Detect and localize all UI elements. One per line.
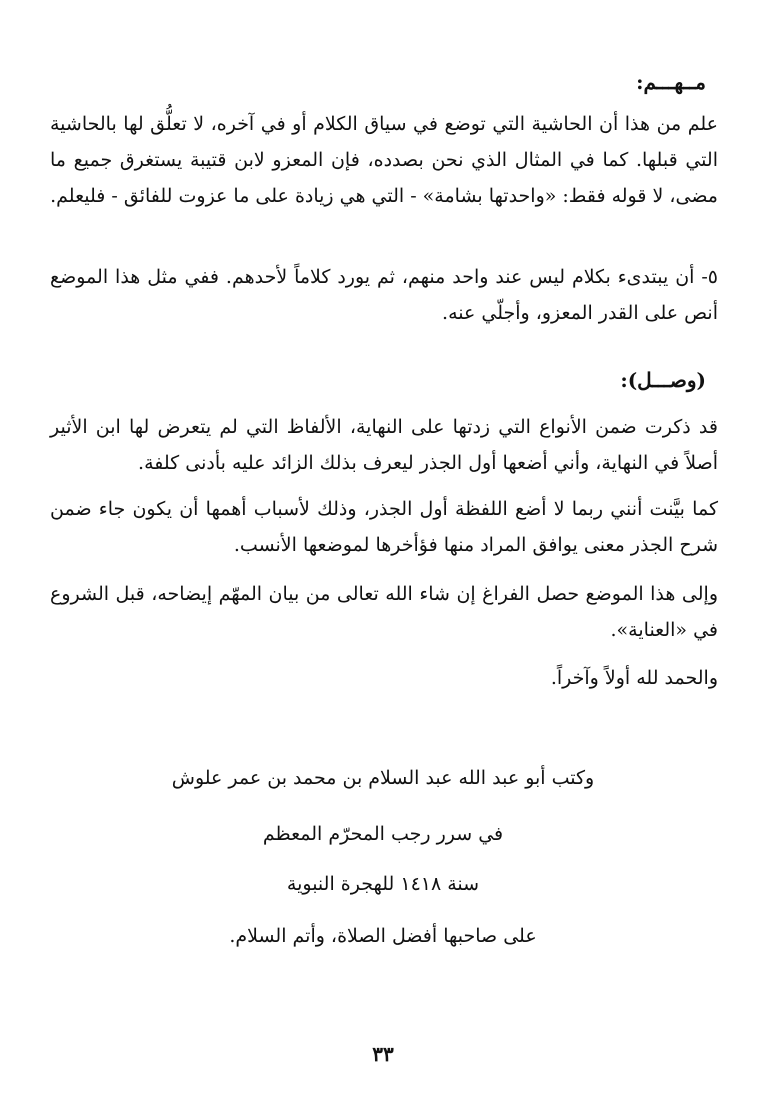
item-5-paragraph: ٥- أن يبتدىء بكلام ليس عند واحد منهم، ثم يورد كلاماً لأحدهم. ففي مثل هذا الموضع أنص على القدر المعزو، وأجلّي عنه. — [50, 266, 718, 324]
closing-praise: والحمد لله أولاً وآخراً. — [550, 667, 718, 689]
wasl-heading: (وصـــل): — [620, 368, 706, 392]
signature-blessing: على صاحبها أفضل الصلاة، وأتم السلام. — [229, 925, 537, 947]
muhimm-heading: مــهـــم: — [636, 70, 706, 94]
wasl-paragraph-1: قد ذكرت ضمن الأنواع التي زدتها على النهاية، الألفاظ التي لم يتعرض لها ابن الأثير أصلاً في النهاية، وأني أضعها أول الجذر ليعرف بذلك الزائد عليه بأدنى كلفة. — [50, 416, 718, 474]
signature-year: سنة ١٤١٨ للهجرة النبوية — [286, 873, 480, 895]
signature-month: في سرر رجب المحرّم المعظم — [262, 823, 504, 845]
page-number: ٣٣ — [372, 1042, 394, 1066]
muhimm-paragraph: علم من هذا أن الحاشية التي توضع في سياق الكلام أو في آخره، لا تعلُّق لها بالحاشية التي قبلها. كما في المثال الذي نحن بصدده، فإن المعزو لابن قتيبة يستغرق جميع ما مضى، لا قوله فقط: «واحدتها بشامة» - التي هي زيادة على ما عزوت للفائق - فليعلم. — [50, 113, 718, 207]
wasl-paragraph-3: وإلى هذا الموضع حصل الفراغ إن شاء الله تعالى من بيان المهّم إيضاحه، قبل الشروع في «العناية». — [50, 583, 718, 641]
wasl-paragraph-2: كما بيَّنت أنني ربما لا أضع اللفظة أول الجذر، وذلك لأسباب أهمها أن يكون جاء ضمن شرح الجذر معنى يوافق المراد منها فؤأخرها لموضعها الأنسب. — [50, 498, 718, 556]
signature-author: وكتب أبو عبد الله عبد السلام بن محمد بن عمر علوش — [171, 767, 595, 789]
